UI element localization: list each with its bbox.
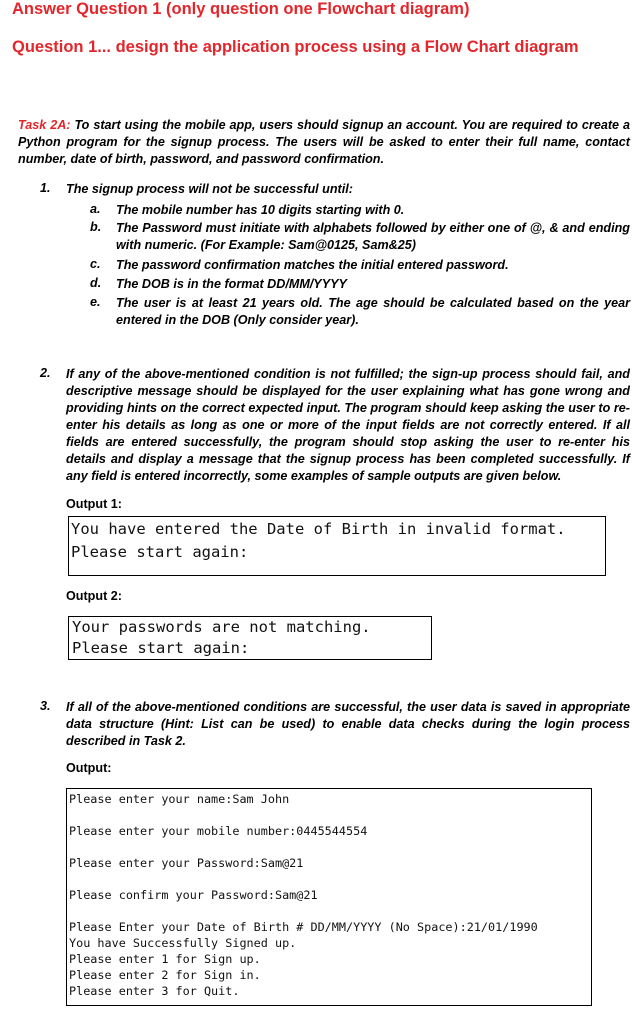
task-text: To start using the mobile app, users should signup an account. You are required to create a Python program for the signup process. The users will be asked to enter their full name, contact number, date of birth, password, and password confirmation. — [18, 118, 631, 166]
item1-sub-c-text: The password confirmation matches the initial entered password. — [116, 258, 509, 272]
console-line: You have entered the Date of Birth in invalid format. — [71, 520, 566, 538]
output2-console — [68, 616, 432, 660]
console-line: Please enter your mobile number:0445544554 — [69, 824, 368, 838]
item3-text: If all of the above-mentioned conditions are successful, the user data is saved in appropriate data structure (Hint: List can be used) to enable data checks during the login process described in Task 2. — [66, 700, 630, 748]
console-line: Please Enter your Date of Birth # DD/MM/YYYY (No Space):21/01/1990 — [69, 920, 538, 934]
output1-label: Output 1: — [66, 497, 122, 511]
answer-heading: Answer Question 1 (only question one Flowchart diagram) — [12, 0, 470, 18]
item1-number: 1. — [40, 181, 51, 195]
item2-text: If any of the above-mentioned condition is not fulfilled; the sign-up process should fail, and descriptive message should be displayed for the user explaining what has gone wrong and providing hints on the correct expected input. The program should keep asking the user to re-enter his details as long as one or more of the input fields are not correctly entered. If all fields are entered successfully, the program should stop asking the user to re-enter his details and display a message that the signup process has been completed successfully. If any field is entered incorrectly, some examples of sample outputs are given below. — [66, 367, 630, 483]
console-line: Please enter your Password:Sam@21 — [69, 856, 304, 870]
console-line: Your passwords are not matching. — [72, 618, 371, 636]
item1-sub-e-text: The user is at least 21 years old. The age should be calculated based on the year entered in the DOB (Only consider year). — [116, 296, 630, 327]
item1-sub-a-letter: a. — [90, 202, 101, 216]
output3-label: Output: — [66, 761, 112, 775]
task-label: Task 2A: — [18, 118, 71, 132]
item1-sub-b-text: The Password must initiate with alphabets followed by either one of @, & and ending with numeric. (For Example: Sam@0125, Sam&25) — [116, 221, 630, 252]
item3-number: 3. — [40, 699, 51, 713]
item1-text: The signup process will not be successful until: — [66, 182, 353, 196]
task-paragraph — [18, 117, 630, 168]
console-line: Please start again: — [71, 543, 249, 561]
item1-sub-d-letter: d. — [90, 276, 102, 290]
item1-sub-a-text: The mobile number has 10 digits starting with 0. — [116, 203, 405, 217]
console-line: Please enter your name:Sam John — [69, 792, 290, 806]
console-line: Please enter 3 for Quit. — [69, 984, 240, 998]
item1-sub-d-text: The DOB is in the format DD/MM/YYYY — [116, 277, 347, 291]
output3-console — [66, 788, 592, 1006]
console-line: Please enter 2 for Sign in. — [69, 968, 261, 982]
console-line: Please enter 1 for Sign up. — [69, 952, 261, 966]
item2-number: 2. — [40, 366, 51, 380]
item1-sub-e-letter: e. — [90, 295, 101, 309]
output2-label: Output 2: — [66, 589, 122, 603]
output1-console — [68, 516, 606, 576]
question-heading: Question 1... design the application process using a Flow Chart diagram — [12, 38, 579, 56]
console-line: Please confirm your Password:Sam@21 — [69, 888, 318, 902]
item1-sub-c-letter: c. — [90, 257, 101, 271]
console-line: Please start again: — [72, 639, 250, 657]
console-line: You have Successfully Signed up. — [69, 936, 297, 950]
item1-sub-b-letter: b. — [90, 220, 102, 234]
